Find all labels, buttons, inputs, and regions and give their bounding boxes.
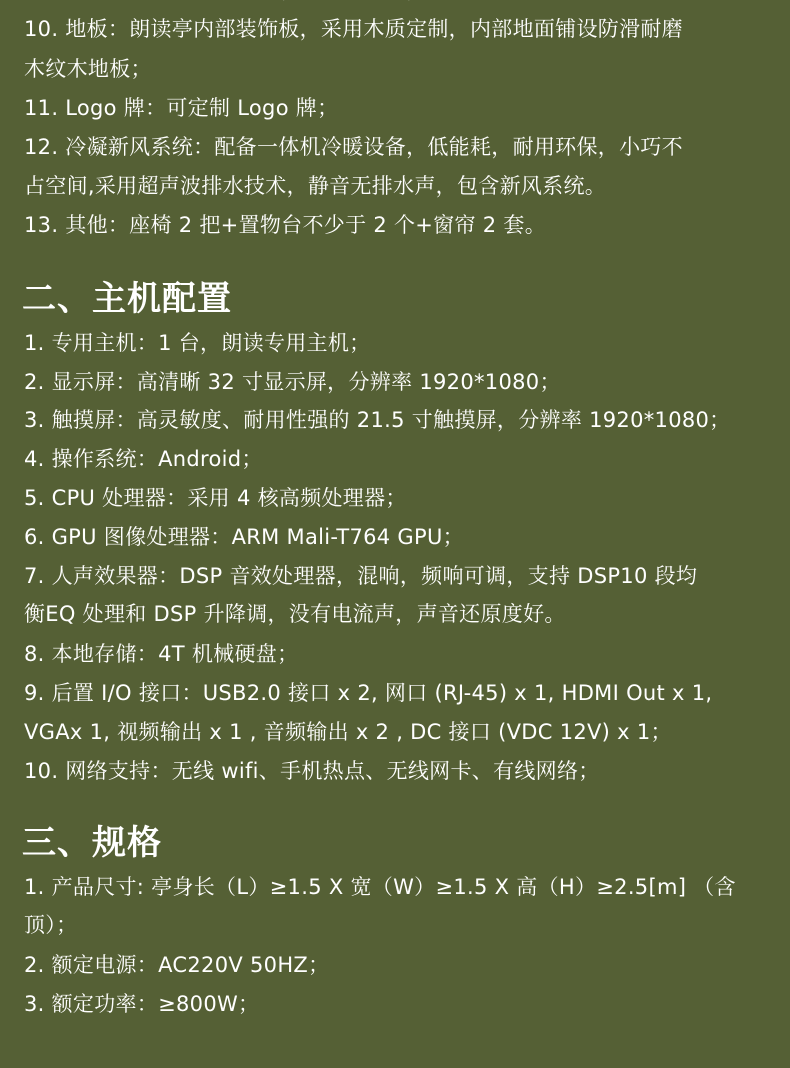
item-12-line-2: 占空间,采用超声波排水技术，静音无排水声，包含新风系统。 xyxy=(24,174,607,198)
host-item-7-line-1: 7. 人声效果器：DSP 音效处理器，混响，频响可调，支持 DSP10 段均 xyxy=(24,564,698,588)
host-item-8: 8. 本地存储：4T 机械硬盘； xyxy=(24,642,299,666)
host-item-1: 1. 专用主机：1 台，朗读专用主机； xyxy=(24,331,371,355)
section-heading-specs: 三、规格 xyxy=(22,823,162,863)
spec-item-1-line-1: 1. 产品尺寸: 亭身长（L）≥1.5 X 宽（W）≥1.5 X 高（H）≥2.5[m] （含 xyxy=(24,875,736,899)
item-10-line-2: 木纹木地板； xyxy=(24,57,152,81)
item-12-line-1: 12. 冷凝新风系统：配备一体机冷暖设备，低能耗，耐用环保，小巧不 xyxy=(24,135,683,159)
host-item-9-line-1: 9. 后置 I/O 接口：USB2.0 接口 x 2, 网口 (RJ-45) x 1, HDMI Out x 1, xyxy=(24,681,713,705)
host-item-7-line-2: 衡EQ 处理和 DSP 升降调，没有电流声，声音还原度好。 xyxy=(24,602,566,626)
host-item-3: 3. 触摸屏：高灵敏度、耐用性强的 21.5 寸触摸屏，分辨率 1920*1080； xyxy=(24,408,731,432)
host-item-10: 10. 网络支持：无线 wifi、手机热点、无线网卡、有线网络； xyxy=(24,759,600,783)
host-item-9-line-2: VGAx 1, 视频输出 x 1 , 音频输出 x 2 , DC 接口 (VDC 12V) x 1； xyxy=(24,720,672,744)
spec-item-2: 2. 额定电源：AC220V 50HZ； xyxy=(24,953,330,977)
host-item-2: 2. 显示屏：高清晰 32 寸显示屏，分辨率 1920*1080； xyxy=(24,370,561,394)
host-item-6: 6. GPU 图像处理器：ARM Mali-T764 GPU； xyxy=(24,525,464,549)
cutoff-line xyxy=(0,0,790,4)
host-item-4: 4. 操作系统：Android； xyxy=(24,447,263,471)
item-10-line-1: 10. 地板：朗读亭内部装饰板，采用木质定制，内部地面铺设防滑耐磨 xyxy=(24,17,683,41)
cutoff-text xyxy=(24,0,575,4)
item-11: 11. Logo 牌：可定制 Logo 牌； xyxy=(24,96,339,120)
item-13: 13. 其他：座椅 2 把+置物台不少于 2 个+窗帘 2 套。 xyxy=(24,213,546,237)
section-heading-host-config: 二、主机配置 xyxy=(22,279,232,319)
spec-item-3: 3. 额定功率：≥800W； xyxy=(24,992,260,1016)
spec-item-1-line-2: 顶）； xyxy=(24,913,78,937)
host-item-5: 5. CPU 处理器：采用 4 核高频处理器； xyxy=(24,486,407,510)
